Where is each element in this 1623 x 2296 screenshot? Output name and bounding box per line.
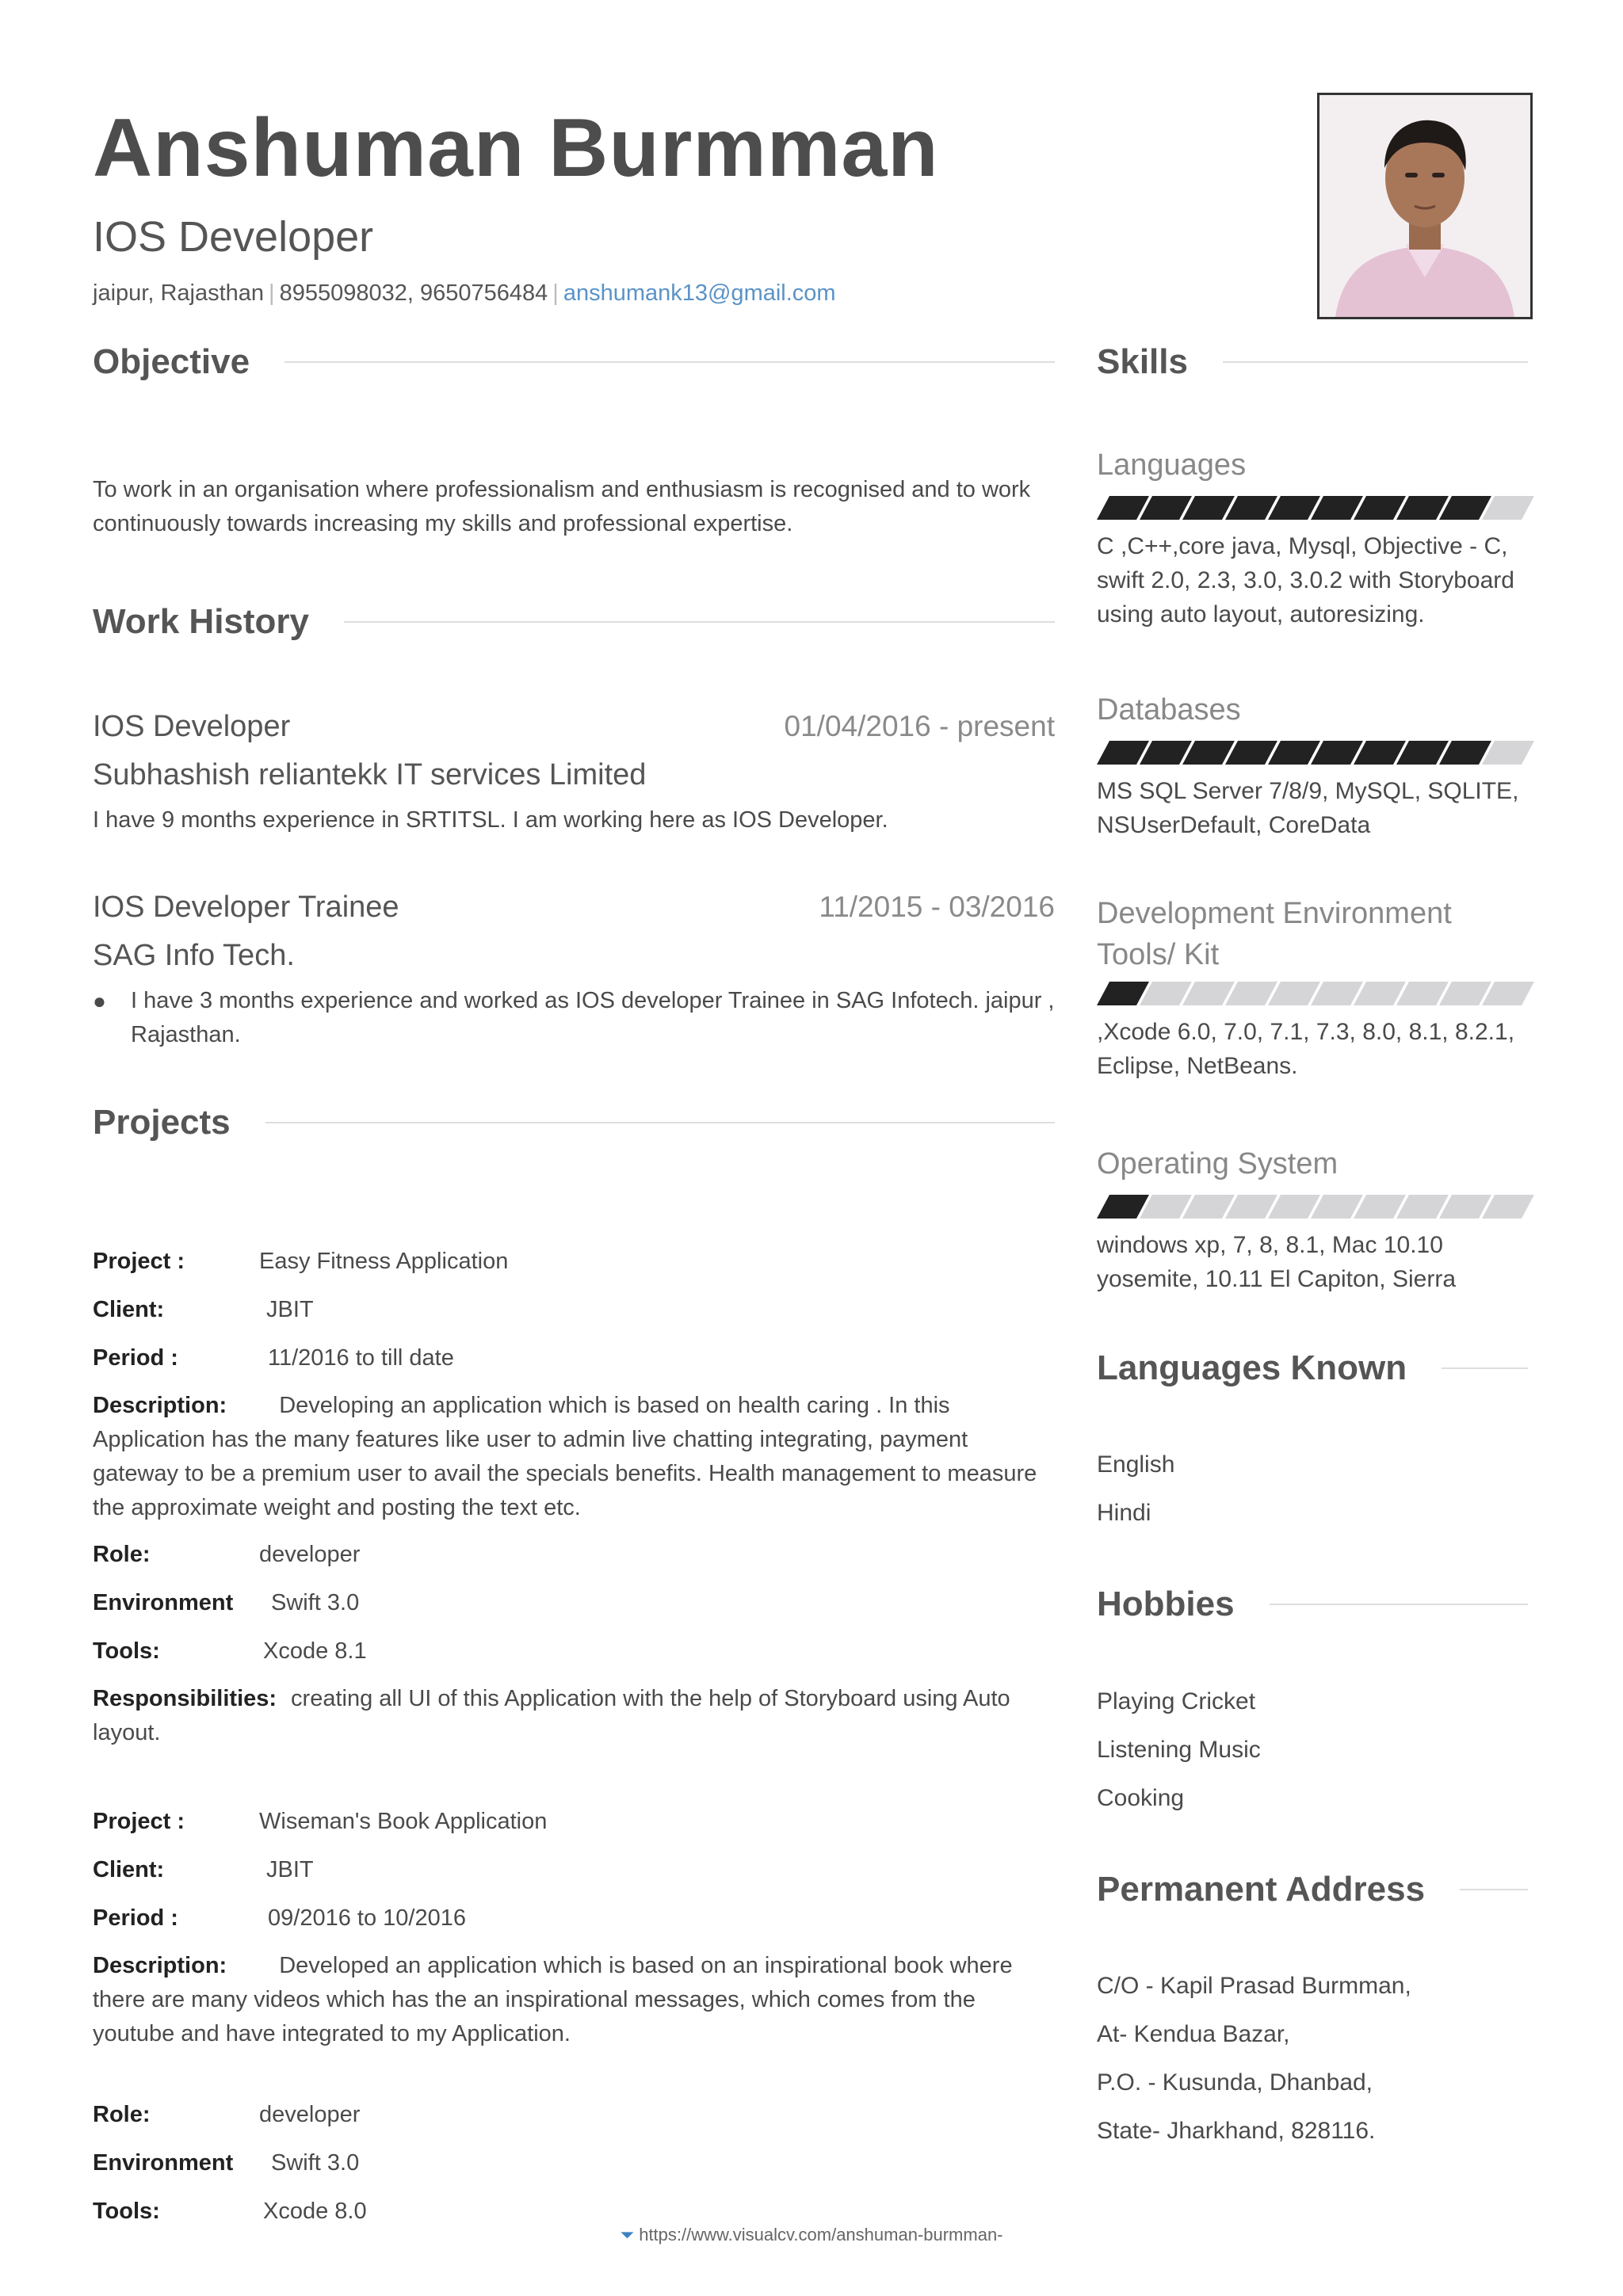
job-company: Subhashish reliantekk IT services Limited [93, 758, 647, 791]
tools-label: Tools: [93, 2199, 160, 2224]
candidate-name: Anshuman Burmman [93, 102, 939, 194]
skill-details: C ,C++,core java, Mysql, Objective - C, swift 2.0, 2.3, 3.0, 3.0.2 with Storyboard using auto layout, autoresizing. [1097, 533, 1514, 627]
skill-level-segment [1482, 1195, 1534, 1219]
period-label: Period : [93, 1345, 178, 1371]
role-value: developer [259, 1542, 361, 1567]
period-value: 11/2016 to till date [268, 1345, 454, 1371]
client-value: JBIT [266, 1297, 314, 1322]
client-label: Client: [93, 1857, 165, 1882]
responsibilities: Responsibilities: creating all UI of this Application with the help of Storyboard using Auto layout. [93, 1686, 1010, 1745]
language-item: Hindi [1097, 1500, 1151, 1526]
project-label: Project : [93, 1809, 185, 1834]
email-link[interactable]: anshumank13@gmail.com [563, 280, 836, 306]
job-title: IOS Developer [93, 710, 291, 743]
skill-level-bar [1103, 982, 1528, 1005]
profile-photo [1317, 93, 1533, 319]
hobby-item: Listening Music [1097, 1737, 1261, 1763]
tools-value: Xcode 8.0 [263, 2199, 367, 2224]
tools-label: Tools: [93, 1638, 160, 1664]
skill-category: Databases [1097, 693, 1241, 727]
location: jaipur, Rajasthan [93, 280, 265, 306]
hobbies-heading: Hobbies [1097, 1585, 1528, 1624]
skill-category: Development Environment Tools/ Kit [1097, 897, 1452, 971]
languages-known-heading: Languages Known [1097, 1348, 1528, 1388]
skill-category: Operating System [1097, 1147, 1338, 1180]
language-item: English [1097, 1451, 1175, 1478]
skill-level-segment [1482, 982, 1534, 1005]
skill-level-bar [1103, 496, 1528, 520]
phone-numbers: 8955098032, 9650756484 [279, 280, 548, 306]
skill-level-bar [1103, 1195, 1528, 1219]
objective-heading: Objective [93, 342, 1055, 382]
work-history-heading: Work History [93, 602, 1055, 642]
divider [1270, 1604, 1528, 1605]
job-bullet-item: ● I have 3 months experience and worked as IOS developer Trainee in SAG Infotech. jaipur , Rajasthan. [93, 984, 1055, 1052]
job-dates: 01/04/2016 - present [784, 710, 1055, 742]
visualcv-logo-icon: ⏷ [620, 2225, 635, 2245]
job-dates: 11/2015 - 03/2016 [819, 891, 1055, 923]
address-line: C/O - Kapil Prasad Burmman, [1097, 1973, 1411, 1999]
address-line: P.O. - Kusunda, Dhanbad, [1097, 2069, 1373, 2096]
project-label: Project : [93, 1249, 185, 1274]
skill-level-bar [1103, 741, 1528, 765]
hobby-item: Playing Cricket [1097, 1688, 1256, 1714]
projects-heading: Projects [93, 1103, 1055, 1142]
candidate-role: IOS Developer [93, 213, 374, 261]
environment-value: Swift 3.0 [271, 1590, 360, 1615]
footer-url[interactable]: https://www.visualcv.com/anshuman-burmman- [639, 2225, 1003, 2245]
role-value: developer [259, 2102, 361, 2127]
role-label: Role: [93, 1542, 151, 1567]
skill-category: Languages [1097, 448, 1247, 482]
job-description: I have 9 months experience in SRTITSL. I am working here as IOS Developer. [93, 807, 888, 833]
person-avatar-icon [1319, 95, 1530, 317]
client-value: JBIT [266, 1857, 314, 1882]
divider [1460, 1889, 1528, 1890]
permanent-address-heading: Permanent Address [1097, 1870, 1528, 1909]
skill-level-segment [1482, 741, 1534, 765]
objective-text: To work in an organisation where professionalism and enthusiasm is recognised and to work continuously towards increasing my skills and professional expertise. [93, 477, 1031, 536]
project-description: Description: Developed an application which is based on an inspirational book where there are many videos which has the an inspirational messages, which comes from the youtube and have integrated to my Application. [93, 1953, 1013, 2046]
skills-heading: Skills [1097, 342, 1528, 382]
contact-line: jaipur, Rajasthan | 8955098032, 9650756484 | anshumank13@gmail.com [93, 280, 836, 306]
divider [285, 361, 1055, 363]
address-line: At- Kendua Bazar, [1097, 2021, 1290, 2047]
footer [0, 2225, 1623, 2245]
project-name: Easy Fitness Application [259, 1249, 509, 1274]
environment-value: Swift 3.0 [271, 2150, 360, 2176]
tools-value: Xcode 8.1 [263, 1638, 367, 1664]
divider [344, 621, 1055, 623]
period-value: 09/2016 to 10/2016 [268, 1905, 466, 1931]
skill-level-segment [1482, 496, 1534, 520]
skill-details: windows xp, 7, 8, 8.1, Mac 10.10 yosemite, 10.11 El Capiton, Sierra [1097, 1232, 1457, 1292]
environment-label: Environment [93, 1590, 234, 1615]
project-name: Wiseman's Book Application [259, 1809, 548, 1834]
address-line: State- Jharkhand, 828116. [1097, 2118, 1376, 2144]
divider [1442, 1367, 1528, 1369]
job-title: IOS Developer Trainee [93, 891, 399, 924]
skill-details: MS SQL Server 7/8/9, MySQL, SQLITE, NSUserDefault, CoreData [1097, 778, 1519, 838]
project-description: Description: Developing an application which is based on health caring . In this Application has the many features like user to admin live chatting integrating, payment gateway to be a premium user to avail the specials benefits. Health management to measure the approximate weight and posting the text etc. [93, 1393, 1037, 1520]
bullet-icon: ● [93, 989, 106, 1013]
skill-details: ,Xcode 6.0, 7.0, 7.1, 7.3, 8.0, 8.1, 8.2.1, Eclipse, NetBeans. [1097, 1019, 1515, 1079]
divider [1223, 361, 1528, 363]
client-label: Client: [93, 1297, 165, 1322]
divider [265, 1122, 1055, 1123]
job-company: SAG Info Tech. [93, 939, 295, 972]
environment-label: Environment [93, 2150, 234, 2176]
role-label: Role: [93, 2102, 151, 2127]
hobby-item: Cooking [1097, 1785, 1185, 1811]
period-label: Period : [93, 1905, 178, 1931]
